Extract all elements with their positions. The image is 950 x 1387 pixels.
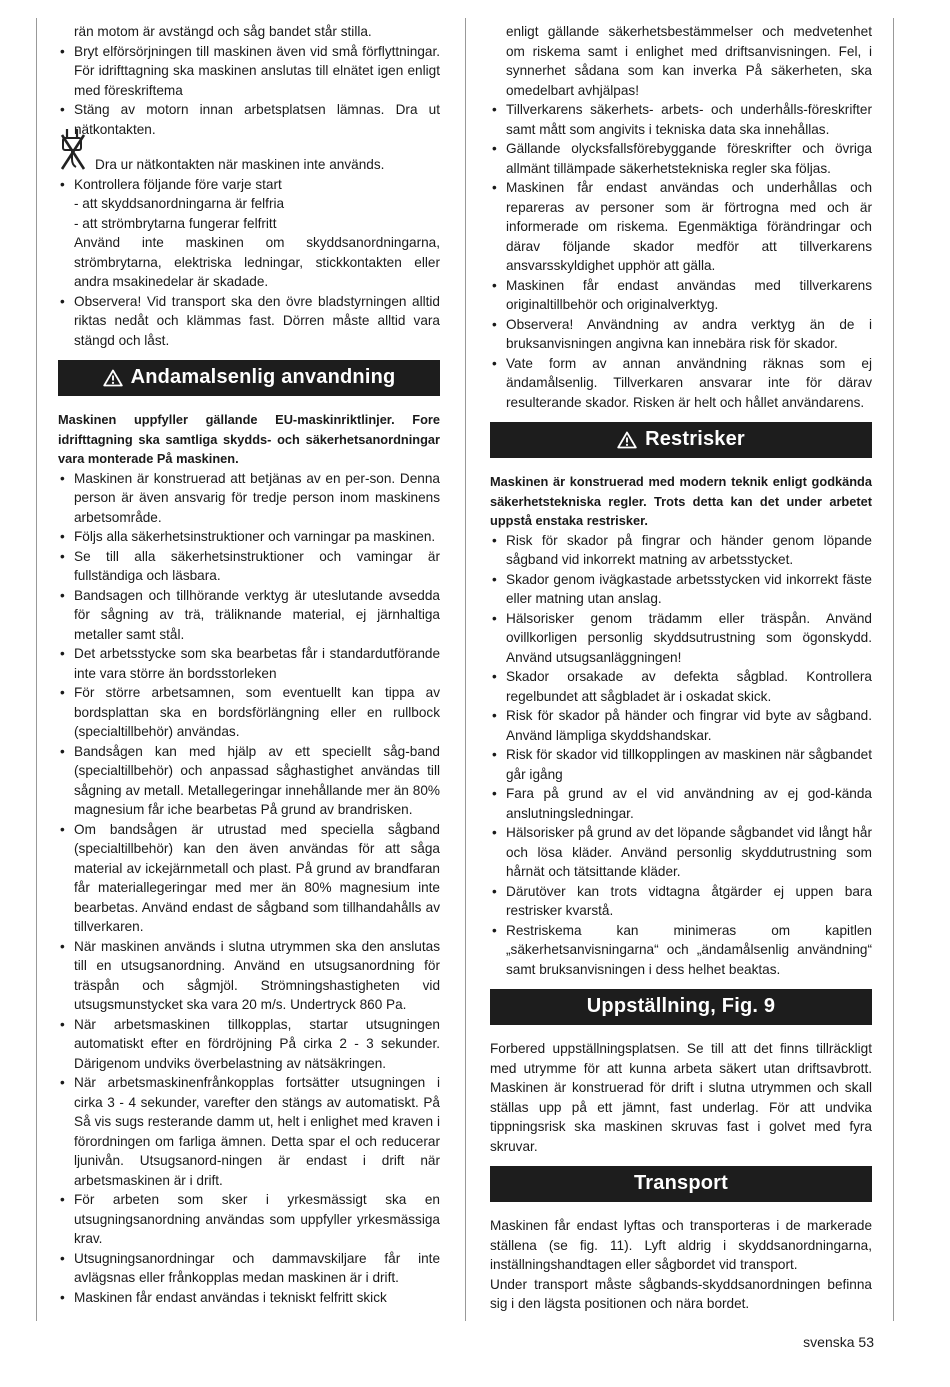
list-item: • Gällande olycksfallsförebyggande föreskrifter och övriga allmänt tillämpade säkerhetstekniska regler ska följas.	[490, 139, 872, 178]
list-item: • Maskinen får endast användas med tillverkarens originaltillbehör och originalverktyg.	[490, 276, 872, 315]
section-title: Restrisker	[645, 428, 745, 451]
continued-text: enligt gällande säkerhetsbestämmelser och medvetenhet om riskema samt i enlighet med driftsanvisningen. Fel, i synnerhet sådana som kan inverka På säkerheten, ska omedelbart avhjälpas!	[506, 24, 872, 98]
list-item: • Bandsagen och tillhörande verktyg är uteslutande avsedda för sågning av trä, träliknande material, ej järnhaltiga metaller samt stål.	[58, 586, 440, 645]
list-item: • Tillverkarens säkerhets- arbets- och underhålls-föreskrifter samt mått som angivits i tekniska data ska innehållas.	[490, 100, 872, 139]
list-item: • Vate form av annan användning räknas som ej ändamålsenlig. Tillverkaren ansvarar inte för därav resulterande skador. Risken är helt och hållet användarens.	[490, 354, 872, 413]
transport-text: Maskinen får endast lyftas och transporteras i de markerade ställena (se fig. 11). Lyft aldrig i skyddsanordningarna, inställningshandtagen eller sågbordet vid transport.	[490, 1218, 872, 1272]
list-item: • När arbetsmaskinen tillkopplas, startar utsugningen automatiskt efter en fördröjning På cirka 2 - 3 sekunder. Därigenom undviks överbelastning av nätsäkringen.	[58, 1015, 440, 1074]
warning-triangle-icon	[617, 431, 637, 449]
list-item: • Observera! Vid transport ska den övre bladstyrningen alltid riktas nedåt och klämmas fast. Dörren måste alltid vara stängd och låst.	[58, 292, 440, 351]
list-item: • Hälsorisker på grund av det löpande sågbandet vid långt hår och lösa kläder. Använd personlig skyddutrustning som hårnät och tätsittande kläder.	[490, 823, 872, 882]
list-item: • Kontrollera följande före varje start	[58, 175, 440, 195]
column-rule	[465, 18, 466, 1321]
section-title: Uppställning, Fig. 9	[586, 995, 776, 1018]
transport-text: Under transport måste sågbands-skyddsanordningen befinna sig i den lägsta positionen och nära bordet.	[490, 1276, 872, 1311]
list-item: • Utsugningsanordningar och dammavskiljare får inte avlägsnas eller frånkopplas medan maskinen är i drift.	[58, 1249, 440, 1288]
list-item: • Bandsågen kan med hjälp av ett speciellt såg-band (specialtillbehör) och anpassad såghastighet användas till sågning av metall. Metallegeringar innehållande mer än 80% magnesium får iche bearbetas På grund av brandrisken.	[58, 742, 440, 820]
list-item: • Maskinen är konstruerad att betjänas av en per-son. Denna person är även ansvarig för tredje person inom maskinens arbetsområde.	[58, 469, 440, 528]
left-column	[58, 22, 440, 1307]
section-heading-restrisker	[490, 422, 872, 458]
setup-text: Forbered uppställningsplatsen. Se till att det finns tillräckligt med utrymme för att kunna arbeta säkert utan driftsavbrott. Maskinen är konstruerad för drift i slutna utrymmen och skall ställas upp på ett jämnt, fast underlag. För att undvika tippningsrisk ska maskinen skruvas fast i golvet med fyra skruvar.	[490, 1041, 872, 1154]
restrisker-bullets	[490, 531, 872, 980]
list-item: • Risk för skador på fingrar och händer genom löpande sågband vid inkorrekt matning av arbetsstycket.	[490, 531, 872, 570]
list-item: • Fara på grund av el vid användning av ej god-kända anslutningsledningar.	[490, 784, 872, 823]
warning-triangle-icon	[103, 369, 123, 387]
list-item: • Följs alla säkerhetsinstruktioner och varningar pa maskinen.	[58, 527, 440, 547]
right-column	[490, 22, 872, 1314]
list-item: • Skador orsakade av defekta sågblad. Kontrollera regelbundet att sågbladet är i oskadat skick.	[490, 667, 872, 706]
section-heading-uppstallning	[490, 989, 872, 1025]
list-item: • Om bandsågen är utrustad med speciella sågband (specialtillbehör) kan den även användas för att såga material av ickejärnmetall och plast. På grund av brandfaran får materiallegeringar med mer än 80% magnesium inte bearbetas. Använd endast de sågband som tillhandahålls av tillverkaren.	[58, 820, 440, 937]
list-item: • Se till alla säkerhetsinstruktioner och vamingar är fullständiga och läsbara.	[58, 547, 440, 586]
section-heading-andamalsenlig	[58, 360, 440, 396]
bullets-top	[58, 42, 440, 140]
list-item: • Därutöver kan trots vidtagna åtgärder ej uppen bara restrisker kvarstå.	[490, 882, 872, 921]
check-item: - att strömbrytarna fungerar felfritt	[74, 215, 277, 231]
section-lead: Maskinen uppfyller gällande EU-maskinriktlinjer. Fore idrifttagning ska samtliga skydds- och säkerhetsanordningar vara monterade På maskinen.	[58, 412, 440, 466]
unplug-text: Dra ur nätkontakten när maskinen inte används.	[95, 157, 385, 172]
unplug-note	[58, 155, 440, 175]
section-title: Transport	[633, 1172, 729, 1195]
list-item: • Risk för skador på händer och fingrar vid byte av sågband. Använd lämpliga skyddshandskar.	[490, 706, 872, 745]
list-item: • Hälsorisker genom trädamm eller träspån. Använd ovillkorligen personlig skyddsutrustning som ögonskydd. Använd utsugsanläggningen!	[490, 609, 872, 668]
list-item: • Stäng av motorn innan arbetsplatsen lämnas. Dra ut nätkontakten.	[58, 100, 440, 139]
section-bullets	[58, 469, 440, 1308]
section-title: Andamalsenlig anvandning	[130, 366, 396, 389]
page-number: svenska 53	[803, 1333, 874, 1350]
right-bullets	[490, 100, 872, 412]
check-note: Använd inte maskinen om skyddsanordningarna, strömbrytarna, elektriska ledningar, stickkontakten eller andra msakinedelar är skadade.	[74, 235, 440, 289]
restrisker-lead: Maskinen är konstruerad med modern teknik enligt godkända säkerhetstekniska regler. Trots detta kan det under arbetet uppstå enstaka restrisker.	[490, 474, 872, 528]
list-item: • Det arbetsstycke som ska bearbetas får i standardutförande inte vara större än bordsstorleken	[58, 644, 440, 683]
list-item: • För arbeten som sker i yrkesmässigt ska en utsugningsanordning användas som uppfyller yrkesmässiga krav.	[58, 1190, 440, 1249]
list-item: • När arbetsmaskinenfrånkopplas fortsätter utsugningen i cirka 3 - 4 sekunder, varefter den stängs av automatiskt. På Så vis sugs resterande damm ut, helt i enlighet med kraven i förordningen om farliga ämnen. Detta spar el och reducerar ljunivån. Utsugsanord-ningen är endast i drift när arbetsmaskinen är i drift.	[58, 1073, 440, 1190]
list-item: • När maskinen används i slutna utrymmen ska den anslutas till en utsugsanordning. Använd en utsugsanordning för träspån och sågmjöl. Strömningshastigheten vid utsugsmunstycket ska vara 20 m/s. Undertryck 860 Pa.	[58, 937, 440, 1015]
continued-text: rän motom är avstängd och såg bandet står stilla.	[74, 24, 372, 39]
unplug-icon	[58, 125, 88, 175]
list-item: • För större arbetsamnen, som eventuellt kan tippa av bordsplattan ska en bordsförlängning eller en rullbock (specialtillbehör) användas.	[58, 683, 440, 742]
list-item: • Restriskema kan minimeras om kapitlen „säkerhetsanvisningarna“ och „ändamålsenlig användning“ samt bruksanvisningen i dess helhet beaktas.	[490, 921, 872, 980]
list-item: • Skador genom ivägkastade arbetsstycken vid inkorrekt fäste eller matning utan anslag.	[490, 570, 872, 609]
list-item: • Observera! Användning av andra verktyg än de i bruksanvisningen angivna kan innebära risk för skador.	[490, 315, 872, 354]
check-item: - att skyddsanordningarna är felfria	[74, 196, 285, 211]
bullets-check	[58, 175, 440, 195]
list-item: • Maskinen får endast användas och underhållas och repareras av personer som är förtrogna med och är informerade om riskema. Egenmäktiga förändringar och därav följande skador medför att tillverkarens ansvarsskyldighet upphör att gälla.	[490, 178, 872, 276]
list-item: • Maskinen får endast användas i tekniskt felfritt skick	[58, 1288, 440, 1308]
list-item: • Bryt elförsörjningen till maskinen även vid små förflyttningar. För idrifttagning ska maskinen anslutas till elnätet igen enligt med föreskriftema	[58, 42, 440, 101]
bullets-observe	[58, 292, 440, 351]
list-item: • Risk för skador vid tillkopplingen av maskinen när sågbandet går igång	[490, 745, 872, 784]
right-margin-rule	[893, 18, 894, 1321]
section-heading-transport	[490, 1166, 872, 1202]
left-margin-rule	[36, 18, 37, 1321]
